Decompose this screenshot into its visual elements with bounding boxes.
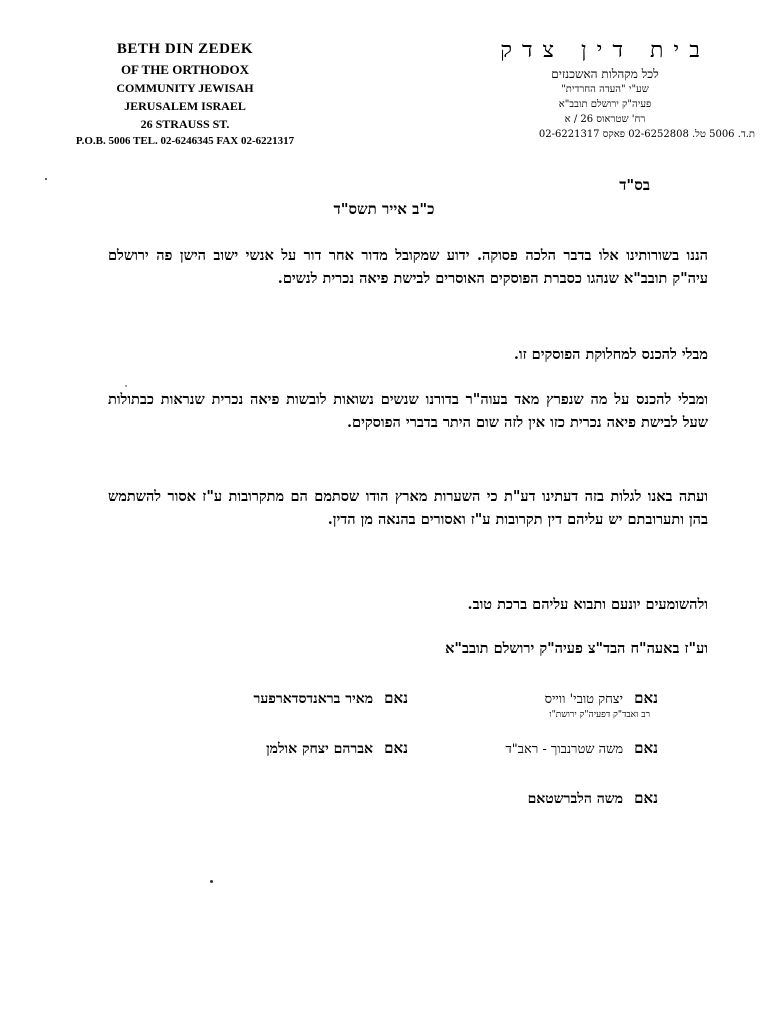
paragraph-1: הננו בשורותינו אלו בדבר הלכה פסוקה. ידוע שמקובל מדור אחר דור על אנשי ישוב הישן פה ירושלם עיה"ק תובב"א שנהגו כסברת הפוסקים האוסרים לבישת פיאה נכרית לנשים.	[108, 247, 708, 287]
community-line-he: שע"י "העדה החרדית"	[561, 84, 649, 95]
letterhead-hebrew	[455, 40, 755, 140]
bsd-mark: בס"ד	[619, 176, 650, 194]
court-name-he: בית דין צדק	[500, 38, 710, 63]
city-line-he: פעיה"ק ירושלם תובב"א	[558, 99, 652, 110]
paragraph-3: ומבלי להכנס על מה שנפרץ מאד בעוה"ר בדורנו שנשים נשואות לובשות פיאה נכרית שנראות כבתולות שעל לבישת פיאה נכרית כזו אין לזה שום היתר בדברי הפוסקים.	[108, 391, 708, 431]
org-line-en: OF THE ORTHODOX	[120, 62, 250, 77]
signature-2	[253, 688, 408, 708]
signature-3	[506, 738, 658, 758]
signature-label: נאם	[384, 739, 408, 757]
paragraph-6: וע"ז באעה"ח הבד"צ פעיה"ק ירושלם תובב"א	[445, 640, 708, 657]
org-line-he: לכל מקהלות האשכנזים	[551, 67, 659, 81]
signature-name: משה הלברשטאם	[527, 791, 624, 807]
signature-1-title: רב ואבד"ק דפעיה"ק ירושת"ו	[549, 710, 650, 720]
signature-name: משה שטרנבוך - ראב"ד	[505, 742, 624, 757]
signature-label: נאם	[634, 739, 658, 757]
contact-line-en: P.O.B. 5006 TEL. 02-6246345 FAX 02-6221317	[75, 135, 295, 147]
signature-name: יצחק טובי' ווייס	[544, 692, 624, 707]
signature-1	[545, 688, 658, 708]
scan-speck	[210, 880, 213, 883]
scan-speck	[125, 385, 127, 387]
letter-date: כ"ב אייר תשס"ד	[333, 200, 435, 218]
street-line-en: 26 STRAUSS ST.	[140, 117, 230, 131]
community-line-en: COMMUNITY JEWISAH	[116, 81, 254, 95]
signature-name: מאיר בראנדסדארפער	[253, 691, 374, 707]
street-line-he: רח' שטראוס 26 / א	[564, 114, 646, 125]
paragraph-2: מבלי להכנס למחלוקת הפוסקים זו.	[513, 346, 708, 363]
signature-name: אברהם יצחק אולמן	[266, 741, 374, 757]
paragraph-4: ועתה באנו לגלות בזה דעתינו דע"ת כי השערות מארץ הודו שסתמם הם מתקרובות ע"ז אסור להשתמש בהן ותערובתם יש עליהם דין תקרובות ע"ז ואסורים בהנאה מן הדין.	[108, 488, 708, 528]
paragraph-5: ולהשומעים יונעם ותבוא עליהם ברכת טוב.	[467, 596, 708, 613]
court-name-en: BETH DIN ZEDEK	[116, 41, 254, 57]
contact-line-he: ת.ד. 5006 טל. 02-6252808 פאקס 02-6221317	[538, 129, 755, 140]
signature-label: נאם	[634, 789, 658, 807]
signature-4	[266, 738, 408, 758]
city-line-en: JERUSALEM ISRAEL	[124, 99, 246, 113]
signature-label: נאם	[634, 689, 658, 707]
signature-5	[528, 788, 658, 808]
scan-speck	[45, 178, 47, 180]
signature-label: נאם	[384, 689, 408, 707]
letterhead-english	[40, 42, 330, 147]
